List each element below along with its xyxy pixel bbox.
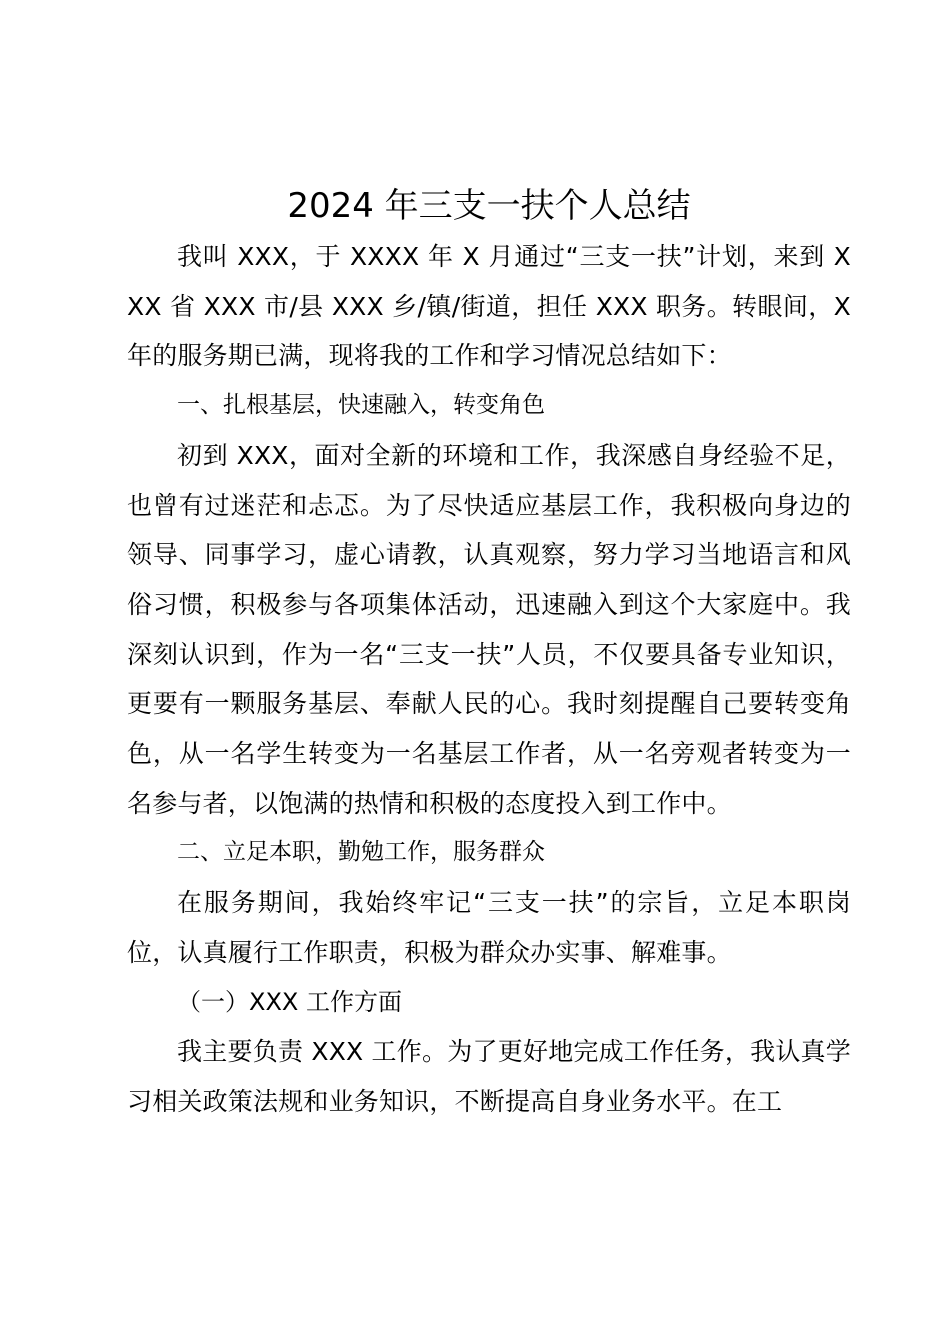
intro-paragraph: 我叫 XXX，于 XXXX 年 X 月通过“三支一扶”计划，来到 XXX 省 XXX 市/县 XXX 乡/镇/街道，担任 XXX 职务。转眼间，X 年的服务期已满，现将我的工作和学习情况总结如下： — [127, 242, 851, 371]
document-body — [127, 180, 851, 1127]
section-heading-2: 二、立足本职，勤勉工作，服务群众 — [177, 839, 545, 866]
section-1-paragraph: 初到 XXX，面对全新的环境和工作，我深感自身经验不足，也曾有过迷茫和忐忑。为了尽快适应基层工作，我积极向身边的领导、同事学习，虚心请教，认真观察，努力学习当地语言和风俗习惯，积极参与各项集体活动，迅速融入到这个大家庭中。我深刻认识到，作为一名“三支一扶”人员，不仅要具备专业知识，更要有一颗服务基层、奉献人民的心。我时刻提醒自己要转变角色，从一名学生转变为一名基层工作者，从一名旁观者转变为一名参与者，以饱满的热情和积极的态度投入到工作中。 — [127, 440, 851, 818]
subsection-1-paragraph: 我主要负责 XXX 工作。为了更好地完成工作任务，我认真学习相关政策法规和业务知识，不断提高自身业务水平。在工 — [127, 1037, 851, 1116]
document-title: 2024 年三支一扶个人总结 — [287, 186, 691, 226]
section-2-paragraph: 在服务期间，我始终牢记“三支一扶”的宗旨，立足本职岗位，认真履行工作职责，积极为群众办实事、解难事。 — [127, 888, 851, 967]
section-heading-1: 一、扎根基层，快速融入，转变角色 — [177, 392, 545, 419]
subsection-heading-1: （一）XXX 工作方面 — [177, 987, 402, 1016]
